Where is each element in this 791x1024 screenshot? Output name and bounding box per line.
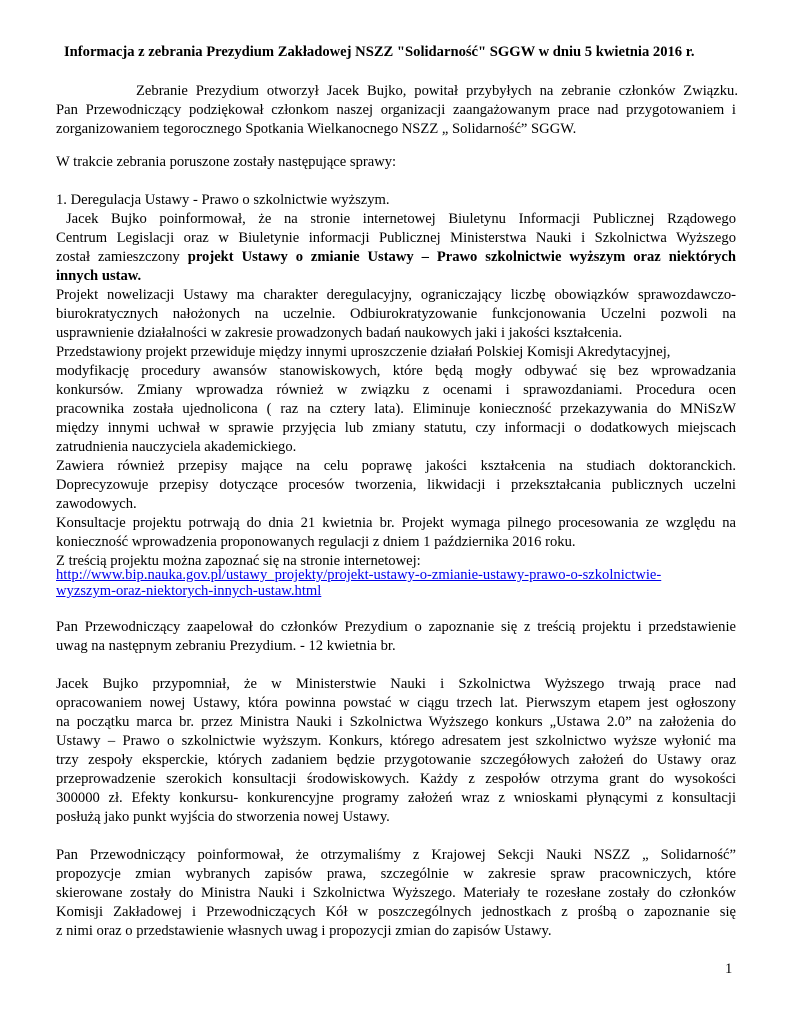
text-line: Doprecyzowuje przepisy dotyczące procesów tworzenia, likwidacji i przekształcania publicznych uczelni (56, 477, 736, 493)
text-line: na początku marca br. przez Ministra Nauki i Szkolnictwa Wyższego konkurs „Ustawa 2.0” na założenia do (56, 714, 736, 730)
project-url-link[interactable]: http://www.bip.nauka.gov.pl/ustawy_projekty/projekt-ustawy-o-zmianie-ustawy-prawo-o-szkolnictwie- (56, 567, 662, 583)
text-line (56, 267, 736, 286)
text-line: Centrum Legislacji oraz w Biuletynie informacji Publicznej Ministerstwa Nauki i Szkolnictwa Wyższego (56, 230, 736, 246)
text-line (56, 582, 736, 601)
text-line: trzy zespoły eksperckie, których zadaniem będzie przygotowanie szczegółowych założeń do Ustawy oraz (56, 752, 736, 768)
document-title: Informacja z zebrania Prezydium Zakładowej NSZZ "Solidarność" SGGW w dniu 5 kwietnia 2016 r. (64, 44, 695, 60)
text-line (56, 248, 736, 267)
text-line: Pan Przewodniczący zaapelował do członków Prezydium o zapoznanie się z treścią projektu i przedstawienie (56, 619, 736, 635)
text-line: między innymi uchwał w sprawie przyjęcia lub zmiany statutu, czy informacji o dodatkowych miejscach (56, 420, 736, 436)
text-line: Jacek Bujko poinformował, że na stronie internetowej Biuletynu Informacji Publicznej Rządowego (66, 211, 736, 227)
text-line: przeprowadzenie szerokich konsultacji środowiskowych. Każdy z zespołów otrzyma grant do wysokości (56, 771, 736, 787)
issues-intro: W trakcie zebrania poruszone zostały następujące sprawy: (56, 154, 397, 170)
text-line: uwag na następnym zebraniu Prezydium. - 12 kwietnia br. (56, 638, 396, 654)
text-line: Pan Przewodniczący poinformował, że otrzymaliśmy z Krajowej Sekcji Nauki NSZZ „ Solidarność” (56, 847, 736, 863)
text-line: Zebranie Prezydium otworzył Jacek Bujko, powitał przybyłych na zebranie członków Związku. (136, 83, 738, 99)
bold-project-title: projekt Ustawy o zmianie Ustawy – Prawo szkolnictwie wyższym oraz niektórych (187, 249, 736, 265)
text-line: Z treścią projektu można zapoznać się na stronie internetowej: (56, 553, 421, 569)
text-line: konieczność wprowadzenia proponowanych regulacji z dniem 1 października 2016 roku. (56, 534, 576, 550)
text-line: propozycje zmian wybranych zapisów prawa, szczególnie w zakresie spraw pracowniczych, które (56, 866, 736, 882)
text-line: usprawnienie działalności w zakresie prowadzonych badań naukowych jaki i jakości kształcenia. (56, 325, 623, 341)
project-url-link-continued[interactable]: wyzszym-oraz-niektorych-innych-ustaw.html (56, 583, 322, 599)
text-line: pracownika została ujednolicona ( raz na cztery lata). Eliminuje konieczność przekazywania do MNiSzW (56, 401, 736, 417)
text-line: zawodowych. (56, 496, 137, 512)
bold-project-title: innych ustaw. (56, 268, 142, 284)
text-line: 300000 zł. Efekty konkursu- konkurencyjne programy założeń wraz z wnioskami płynącymi z konsultacji (56, 790, 736, 806)
text-span: został zamieszczony (56, 249, 188, 265)
text-line: konkursów. Zmiany wprowadza również w związku z ocenami i sprawozdaniami. Procedura ocen (56, 382, 736, 398)
text-line: Jacek Bujko przypomniał, że w Ministerstwie Nauki i Szkolnictwa Wyższego trwają prace nad (56, 676, 736, 692)
text-line: Zawiera również przepisy mające na celu poprawę jakości kształcenia na studiach doktoranckich. (56, 458, 736, 474)
text-line: Konsultacje projektu potrwają do dnia 21 kwietnia br. Projekt wymaga pilnego procesowania ze względu na (56, 515, 736, 531)
text-line: biurokratycznych nałożonych na uczelnie. Odbiurokratyzowanie funkcjonowania Uczelni pozwoli na (56, 306, 736, 322)
text-line: z nimi oraz o przedstawienie własnych uwag i propozycji zmian do zapisów Ustawy. (56, 923, 552, 939)
text-line: opracowaniem nowej Ustawy, która powinna powstać w ciągu trzech lat. Pierwszym etapem jest ogłoszony (56, 695, 736, 711)
text-line: Ustawy – Prawo o szkolnictwie wyższym. Konkurs, którego adresatem jest szkolnictwo wyższe wyłonić ma (56, 733, 736, 749)
page-number: 1 (725, 961, 733, 977)
text-line: modyfikację procedury awansów stanowiskowych, które będą mogły odbywać się bez wprowadzania (56, 363, 736, 379)
text-line: skierowane zostały do Ministra Nauki i Szkolnictwa Wyższego. Materiały te rozesłane zostały do członków (56, 885, 736, 901)
text-line: Projekt nowelizacji Ustawy ma charakter deregulacyjny, ograniczający liczbę obowiązków sprawozdawczo- (56, 287, 736, 303)
text-line: Pan Przewodniczący podziękował członkom naszej organizacji zaangażowanym prace nad przygotowaniem i (56, 102, 736, 118)
item1-heading: 1. Deregulacja Ustawy - Prawo o szkolnictwie wyższym. (56, 192, 390, 208)
text-line: zorganizowaniem tegorocznego Spotkania Wielkanocnego NSZZ „ Solidarność” SGGW. (56, 121, 577, 137)
text-line: Przedstawiony projekt przewiduje między innymi uproszczenie działań Polskiej Komisji Akredytacyjnej, (56, 344, 671, 360)
text-line: posłużą jako punkt wyjścia do stworzenia nowej Ustawy. (56, 809, 390, 825)
text-line: Komisji Zakładowej i Przewodniczących Kół w poszczególnych jednostkach z prośbą o zapoznanie się (56, 904, 736, 920)
text-line: zatrudnienia nauczyciela akademickiego. (56, 439, 297, 455)
